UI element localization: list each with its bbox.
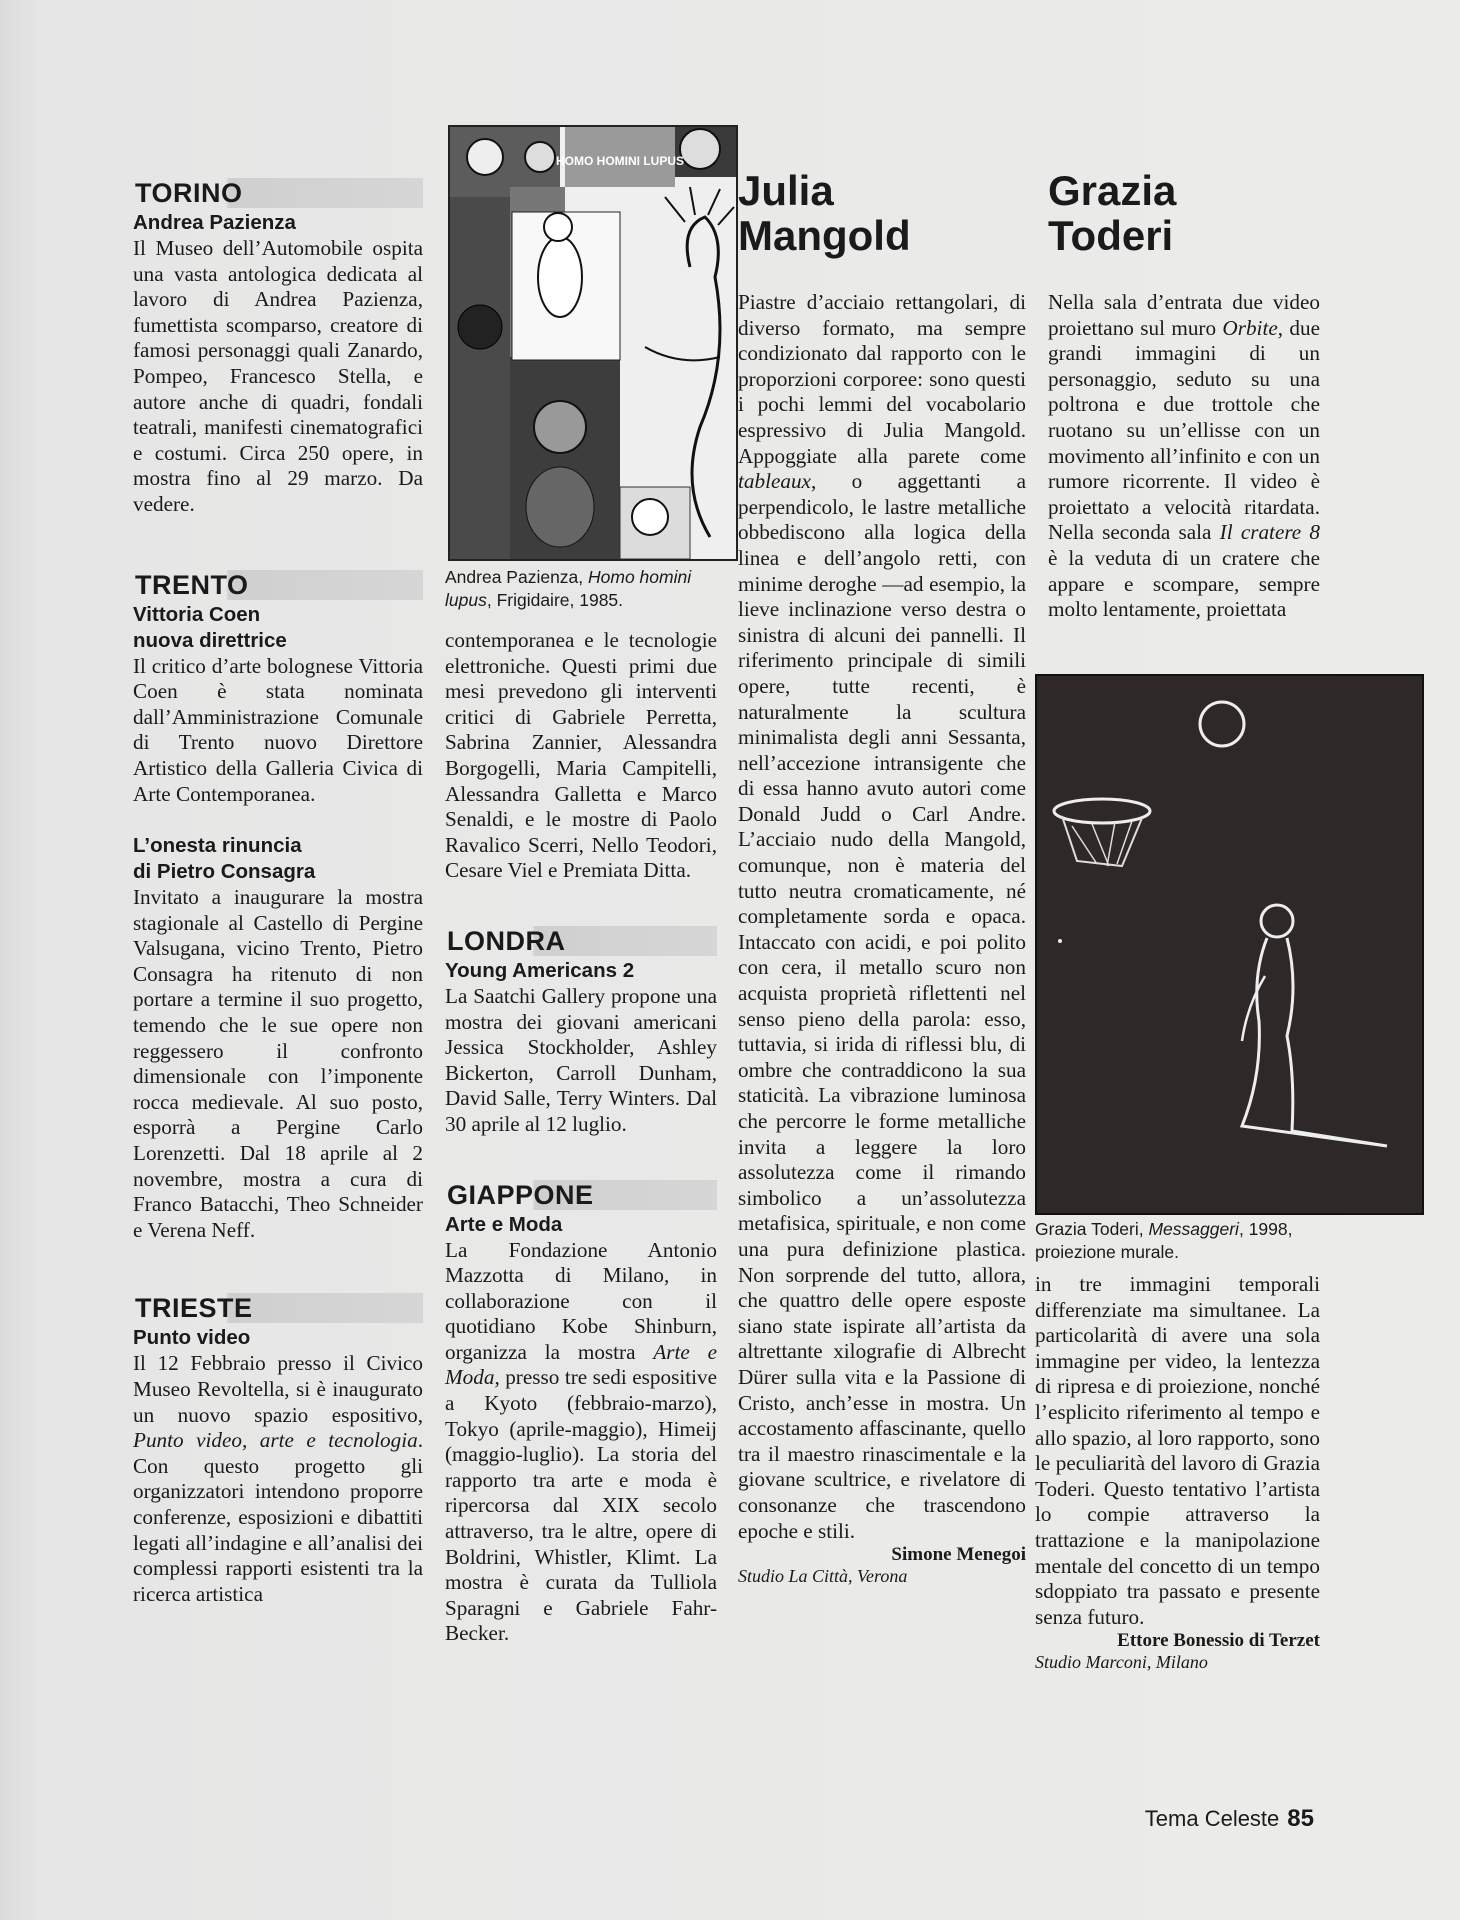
subhead-young-americans: Young Americans 2 (445, 958, 635, 982)
comic-title: HOMO HOMINI LUPUS (556, 154, 684, 168)
subhead-pazienza: Andrea Pazienza (133, 211, 296, 234)
subhead-arte-moda: Arte e Moda (445, 1212, 563, 1236)
toderi-text: Nella sala d’entrata due video proiettano sul muro Orbite, due grandi immagini di un personaggio, seduto su una poltrona e due trottole che ruotano su un’ellisse con un movimento all’infinito e con un rumore ricorrente. Il video è proiettato a velocità ritardata. Nella seconda sala Il cratere 8 è la veduta di un cratere che appare e scompare, sempre molto lentamente, proiettata (1048, 290, 1321, 622)
subhead-consagra-2: di Pietro Consagra (133, 860, 316, 884)
subhead-consagra-1: L’onesta rinuncia (133, 834, 302, 858)
column-4-top (1048, 168, 1320, 623)
pazienza-comic-image (448, 125, 738, 561)
comic-illustration (450, 127, 736, 559)
giappone-text: La Fondazione Antonio Mazzotta di Milano, in collaborazione con il quotidiano Kobe Shinburn, organizza la mostra Arte e Moda, presso tre sedi espositive a Kyoto (febbraio-marzo), Tokyo (aprile-maggio), Himeij (maggio-luglio). La storia del rapporto tra arte e moda è ripercorsa dal XIX secolo attraverso, tra le altre, opere di Boldrini, Whistler, Klimt. La mostra è curata da Tulliola Sparagni e Gabriele Fahr-Becker. (445, 1237, 717, 1646)
page-footer (1145, 1805, 1314, 1833)
torino-text: Il Museo dell’Automobile ospita una vasta antologica dedicata al lavoro di Andrea Pazienza, fumettista scomparso, creatore di famosi personaggi quali Zanardo, Pompeo, Francesco Stella, e autore anche di quadri, fondali teatrali, manifesti cinematografici e costumi. Circa 250 opere, in mostra fino al 29 marzo. Da vedere. (133, 236, 423, 516)
section-head-trieste: TRIESTE (133, 1293, 423, 1323)
pazienza-caption: Andrea Pazienza, Homo homini lupus, Frigidaire, 1985. (445, 567, 692, 610)
mangold-text: Piastre d’acciaio rettangolari, di diverso formato, ma sempre condizionato dal rapporto con le proporzioni corporee: sono questi i pochi lemmi del vocabolario espressivo di Julia Mangold. Appoggiate alla parete come tableaux, o aggettanti a perpendicolo, le lastre metalliche obbediscono alla logica della linea e dell’angolo retti, con minime deroghe —ad esempio, la lieve inclinazione verso destra o sinistra di alcuni dei pannelli. Il riferimento principale di simili opere, tutte recenti, è naturalmente la scultura minimalista degli anni Sessanta, nell’accezione intransigente che di essa hanno avuto autori come Donald Judd o Carl Andre. L’acciaio nudo della Mangold, comunque, non è materia del tutto neutra cromaticamente, né completamente sorda e opaca. Intaccato con acidi, e poi polito con cera, il metallo scuro non acquista proprietà riflettenti nel senso pieno della parola: esso, tuttavia, si irida di riflessi blu, di ombre che contraddicono la sua staticità. La vibrazione luminosa che percorre le forme metalliche invita a leggere la loro assolutezza come il rimando simbolico a un’assolutezza metafisica, spirituale, e non come una pura definizione plastica. Non sorprende del tutto, allora, che quattro delle opere esposte siano state ispirate all’artista da altrettante xilografie di Albrecht Dürer sulla vita e la Passione di Cristo, anch’esse in mostra. Un accostamento affascinante, quello tra il maestro rinascimentale e la giovane scultrice, e rivelatore di consonanze che trascendono epoche e stili. (738, 290, 1026, 1543)
toderi-studio: Studio Marconi, Milano (1035, 1652, 1208, 1673)
section-head-giappone: GIAPPONE (445, 1180, 717, 1210)
messaggeri-illustration (1037, 676, 1422, 1213)
column-4-bottom (1035, 1218, 1320, 1673)
magazine-name: Tema Celeste (1144, 1806, 1280, 1831)
subhead-coen-2: nuova direttrice (133, 628, 287, 652)
title-mangold: Mangold (738, 212, 911, 259)
section-head-londra: LONDRA (445, 926, 717, 956)
section-head-trento: TRENTO (133, 570, 423, 600)
toderi-messaggeri-image (1035, 674, 1424, 1215)
subhead-coen-1: Vittoria Coen (133, 602, 261, 626)
mangold-studio: Studio La Città, Verona (738, 1566, 908, 1587)
trento-text: Il critico d’arte bolognese Vittoria Coen è stata nominata dall’Amministrazione Comunale di Trento nuovo Direttore Artistico della Galleria Civica di Arte Contemporanea. (133, 653, 423, 806)
title-grazia: Grazia (1048, 167, 1177, 214)
trieste-continued-text: contemporanea e le tecnologie elettroniche. Questi primi due mesi prevedono gli interventi critici di Gabriele Perretta, Sabrina Zannier, Alessandra Borgogelli, Maria Campitelli, Alessandra Galletta e Marco Senaldi, e le mostre di Paolo Ravalico Scerri, Nello Teodori, Cesare Viel e Premiata Ditta. (445, 628, 717, 883)
toderi-caption: Grazia Toderi, Messaggeri, 1998, proiezione murale. (1035, 1219, 1293, 1262)
column-2 (445, 566, 717, 1647)
section-head-torino: TORINO (133, 178, 423, 208)
title-toderi: Toderi (1048, 212, 1174, 259)
column-3 (738, 168, 1026, 1587)
consagra-text: Invitato a inaugurare la mostra stagionale al Castello di Pergine Valsugana, vicino Trento, Pietro Consagra ha ritenuto di non portare a termine il suo progetto, temendo che le sue opere non reggessero il confronto dimensionale con l’imponente rocca medievale. Al suo posto, esporrà a Pergine Carlo Lorenzetti. Dal 18 aprile al 2 novembre, mostra a cura di Franco Batacchi, Theo Schneider e Verena Neff. (133, 885, 423, 1242)
page-number: 85 (1287, 1805, 1314, 1832)
londra-text: La Saatchi Gallery propone una mostra dei giovani americani Jessica Stockholder, Ashley Bickerton, Carroll Dunham, David Salle, Terry Winters. Dal 30 aprile al 12 luglio. (445, 983, 717, 1136)
trieste-text: Il 12 Febbraio presso il Civico Museo Revoltella, si è inaugurato un nuovo spazio espositivo, Punto video, arte e tecnologia. Con questo progetto gli organizzatori intendono proporre conferenze, esposizioni e dibattiti legati all’indagine e all’analisi dei complessi rapporti esistenti tra la ricerca artistica (133, 1351, 423, 1606)
subhead-punto-video: Punto video (133, 1326, 251, 1350)
column-1 (133, 178, 423, 1607)
mangold-author: Simone Menegoi (891, 1544, 1026, 1566)
title-julia: Julia (738, 167, 834, 214)
toderi-author: Ettore Bonessio di Terzet (1117, 1630, 1320, 1652)
toderi-text-continued: in tre immagini temporali differenziate ma simultanee. La particolarità di avere una sola immagine per video, la lentezza di ripresa e di proiezione, nonché l’esplicito riferimento al tempo e allo spazio, al loro rapporto, sono le peculiarità del lavoro di Grazia Toderi. Questo tentativo l’artista lo compie attraverso la trattazione e la manipolazione mentale del concetto di un tempo sdoppiato tra passato e presente senza futuro. (1035, 1272, 1320, 1629)
